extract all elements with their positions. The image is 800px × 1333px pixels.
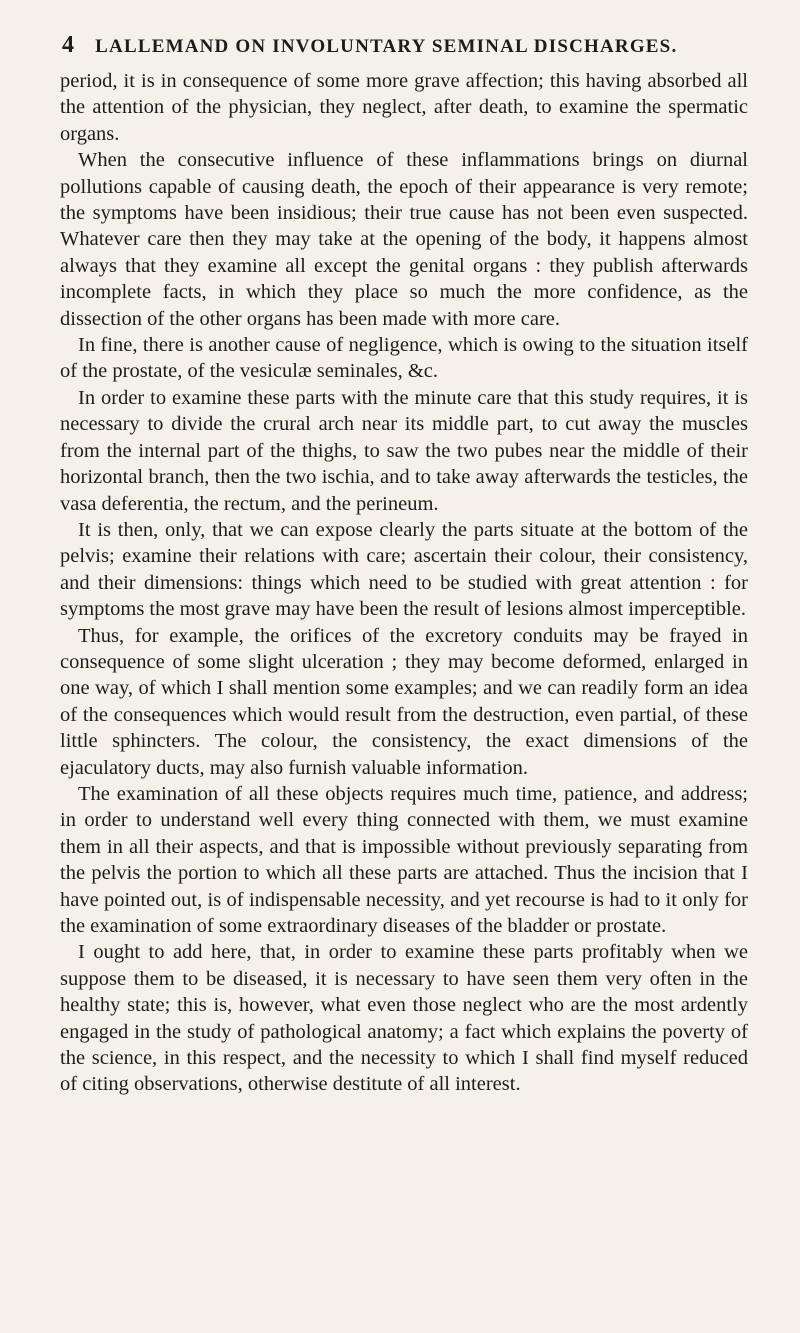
paragraph: In order to examine these parts with the minute care that this study requires, it is necessary to divide the crural arch near its middle part, to cut away the muscles from the internal part of the thighs, to saw the two pubes near the middle of their horizontal branch, then the two ischia, and to take away afterwards the testicles, the vasa deferentia, the rectum, and the perineum. [60,386,748,515]
paragraph: I ought to add here, that, in order to examine these parts profitably when we suppose them to be diseased, it is necessary to have seen them very often in the healthy state; this is, however, what even those neglect who are the most ardently engaged in the study of pathological anatomy; a fact which explains the poverty of the science, in this respect, and the necessity to which I shall find myself reduced of citing observations, otherwise destitute of all interest. [60,941,748,1096]
paragraph: It is then, only, that we can expose clearly the parts situate at the bottom of the pelvis; examine their relations with care; ascertain their colour, their consistency, and their dimensions: things which need to be studied with great attention : for symptoms the most grave may have been the result of lesions almost imperceptible. [60,518,748,621]
paragraph: When the consecutive influence of these inflammations brings on diurnal pollutions capable of causing death, the epoch of their appearance is very remote; the symptoms have been insidious; their true cause has not been even suspected. Whatever care then they may take at the opening of the body, it happens almost always that they examine all except the genital organs : they publish afterwards incomplete facts, in which they place so much the more confidence, as the dissection of the other organs has been made with more care. [60,149,748,330]
running-title: LALLEMAND ON INVOLUNTARY SEMINAL DISCHARGES. [95,36,678,57]
paragraph-continued: period, it is in consequence of some more grave affection; this having absorbed all the attention of the physician, they neglect, after death, to examine the spermatic organs. [60,70,748,145]
paragraph: The examination of all these objects requires much time, patience, and address; in order to understand well every thing connected with them, we must examine them in all their aspects, and that is impossible without previously separating from the pelvis the portion to which all these parts are attached. Thus the incision that I have pointed out, is of indispensable necessity, and yet recourse is had to it only for the examination of some extraordinary diseases of the bladder or prostate. [60,782,748,937]
paragraph: Thus, for example, the orifices of the excretory conduits may be frayed in consequence of some slight ulceration ; they may become deformed, enlarged in one way, of which I shall mention some examples; and we can readily form an idea of the consequences which would result from the destruction, even partial, of these little sphincters. The colour, the consistency, the exact dimensions of the ejaculatory ducts, may also furnish valuable information. [60,624,748,779]
paragraph: In fine, there is another cause of negligence, which is owing to the situation itself of the prostate, of the vesiculæ seminales, &c. [60,334,748,383]
body-text [60,68,748,1098]
running-header [62,32,702,59]
page-number: 4 [62,32,76,58]
